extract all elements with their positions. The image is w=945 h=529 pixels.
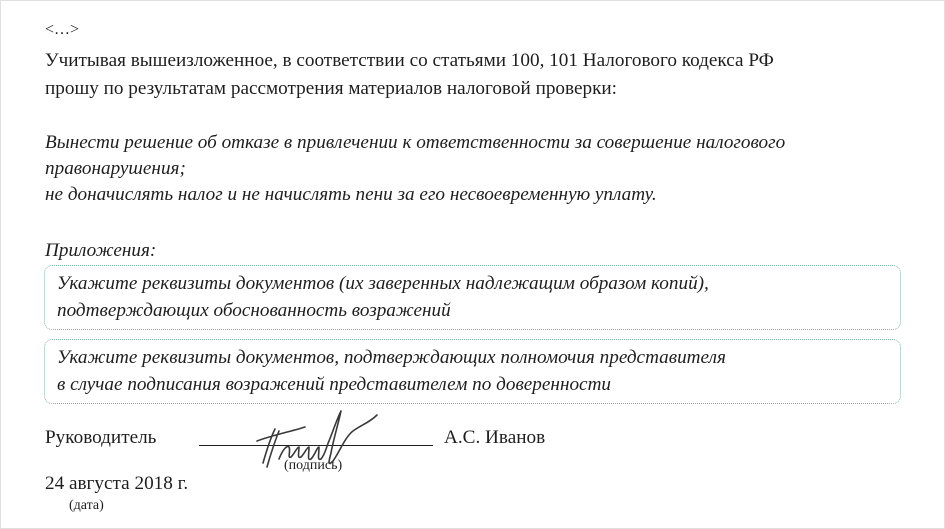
request-line-2: правонарушения; — [45, 158, 186, 179]
request-line-1: Вынести решение об отказе в привлечении к ответственности за совершение налогового — [45, 132, 786, 153]
handwritten-signature — [253, 401, 383, 481]
date-value: 24 августа 2018 г. — [45, 473, 189, 494]
request-line-3: не доначислять налог и не начислять пени за его несвоевременную уплату. — [45, 184, 657, 205]
attachment-2-line-2: в случае подписания возражений представителем по доверенности — [57, 374, 612, 395]
intro-paragraph — [45, 47, 925, 103]
attachment-box-1 — [44, 265, 901, 330]
date-caption: (дата) — [69, 498, 104, 513]
intro-line-1: Учитывая вышеизложенное, в соответствии со статьями 100, 101 Налогового кодекса РФ — [45, 50, 774, 71]
attachments-heading: Приложения: — [45, 240, 157, 261]
attachment-1-line-2: подтверждающих обоснованность возражений — [57, 300, 451, 321]
intro-line-2: прошу по результатам рассмотрения материалов налоговой проверки: — [45, 78, 618, 99]
request-paragraph — [45, 130, 925, 208]
attachment-1-line-1: Укажите реквизиты документов (их заверенных надлежащим образом копий), — [57, 273, 709, 294]
signatory-name: А.С. Иванов — [444, 427, 546, 448]
signatory-role: Руководитель — [45, 427, 157, 448]
attachment-2-line-1: Укажите реквизиты документов, подтверждающих полномочия представителя — [57, 347, 726, 368]
attachment-box-2 — [44, 339, 901, 404]
omission-mark: <…> — [45, 21, 80, 38]
signature-caption: (подпись) — [284, 458, 343, 473]
